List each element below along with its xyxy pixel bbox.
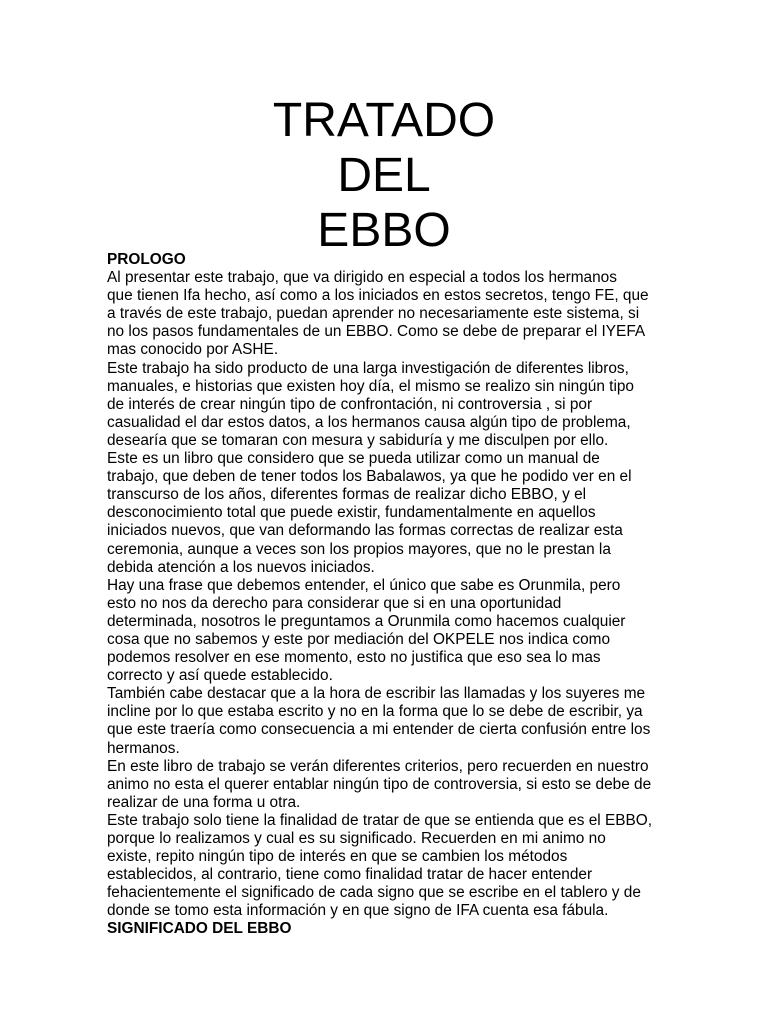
body-line: manuales, e historias que existen hoy día, el mismo se realizo sin ningún tipo: [107, 377, 634, 395]
body-line: hermanos.: [107, 739, 180, 757]
body-line: También cabe destacar que a la hora de escribir las llamadas y los suyeres me: [107, 685, 646, 703]
prologo-heading: PROLOGO: [107, 251, 186, 268]
body-line: determinada, nosotros le preguntamos a Orunmila como hacemos cualquier: [107, 612, 626, 630]
body-line: debida atención a los nuevos iniciados.: [107, 558, 375, 576]
body-line: podemos resolver en ese momento, esto no justifica que eso sea lo mas: [107, 649, 601, 667]
body-line: establecidos, al contrario, tiene como finalidad tratar de hacer entender: [107, 866, 593, 884]
body-line: mas conocido por ASHE.: [107, 341, 279, 359]
body-line: Al presentar este trabajo, que va dirigido en especial a todos los hermanos: [107, 269, 617, 287]
body-line: no los pasos fundamentales de un EBBO. Como se debe de preparar el IYEFA: [107, 323, 646, 341]
document-title-line-2: DEL: [337, 149, 431, 202]
body-line: transcurso de los años, diferentes formas de realizar dicho EBBO, y el: [107, 486, 587, 504]
body-line: Este trabajo ha sido producto de una larga investigación de diferentes libros,: [107, 359, 629, 377]
body-line: esto no nos da derecho para considerar que si en una oportunidad: [107, 594, 562, 612]
body-line: correcto y así quede establecido.: [107, 667, 333, 685]
body-line: casualidad el dar estos datos, a los hermanos causa algún tipo de problema,: [107, 413, 631, 431]
body-line: iniciados nuevos, que van deformando las formas correctas de realizar esta: [107, 522, 623, 540]
body-line: ceremonia, aunque a veces son los propios mayores, que no le prestan la: [107, 540, 611, 558]
body-line: Este es un libro que considero que se pueda utilizar como un manual de: [107, 450, 600, 468]
body-line: donde se tomo esta información y en que signo de IFA cuenta esa fábula.: [107, 902, 609, 920]
significado-heading: SIGNIFICADO DEL EBBO: [107, 920, 292, 938]
body-line: fehacientemente el significado de cada signo que se escribe en el tablero y de: [107, 884, 641, 902]
body-line: En este libro de trabajo se verán diferentes criterios, pero recuerden en nuestro: [107, 757, 649, 775]
body-line: que tienen Ifa hecho, así como a los iniciados en estos secretos, tengo FE, que: [107, 287, 649, 305]
document-title-line-1: TRATADO: [272, 94, 496, 147]
body-line: a través de este trabajo, puedan aprender no necesariamente este sistema, si: [107, 305, 640, 323]
body-line: de interés de crear ningún tipo de confrontación, ni controversia , si por: [107, 395, 593, 413]
body-line: existe, repito ningún tipo de interés en que se cambien los métodos: [107, 848, 568, 866]
body-line: Este trabajo solo tiene la finalidad de tratar de que se entienda que es el EBBO,: [107, 811, 653, 829]
body-line: Hay una frase que debemos entender, el único que sabe es Orunmila, pero: [107, 576, 621, 594]
prologue-body: [107, 269, 653, 920]
body-line: cosa que no sabemos y este por mediación del OKPELE nos indica como: [107, 630, 611, 648]
body-line: porque lo realizamos y cual es su significado. Recuerden en mi animo no: [107, 830, 606, 847]
body-line: desconocimiento total que puede existir, fundamentalmente en aquellos: [107, 504, 596, 522]
document-title-line-3: EBBO: [317, 204, 451, 257]
body-line: que este traería como consecuencia a mi entender de cierta confusión entre los: [107, 721, 651, 739]
body-line: animo no esta el querer entablar ningún tipo de controversia, si esto se debe de: [107, 775, 652, 793]
body-line: desearía que se tomaran con mesura y sabiduría y me disculpen por ello.: [107, 431, 609, 449]
body-line: trabajo, que deben de tener todos los Babalawos, ya que he podido ver en el: [107, 468, 632, 486]
body-line: realizar de una forma u otra.: [107, 793, 301, 811]
body-line: incline por lo que estaba escrito y no en la forma que lo se debe de escribir, ya: [107, 703, 643, 721]
prologue-section: [107, 251, 653, 939]
